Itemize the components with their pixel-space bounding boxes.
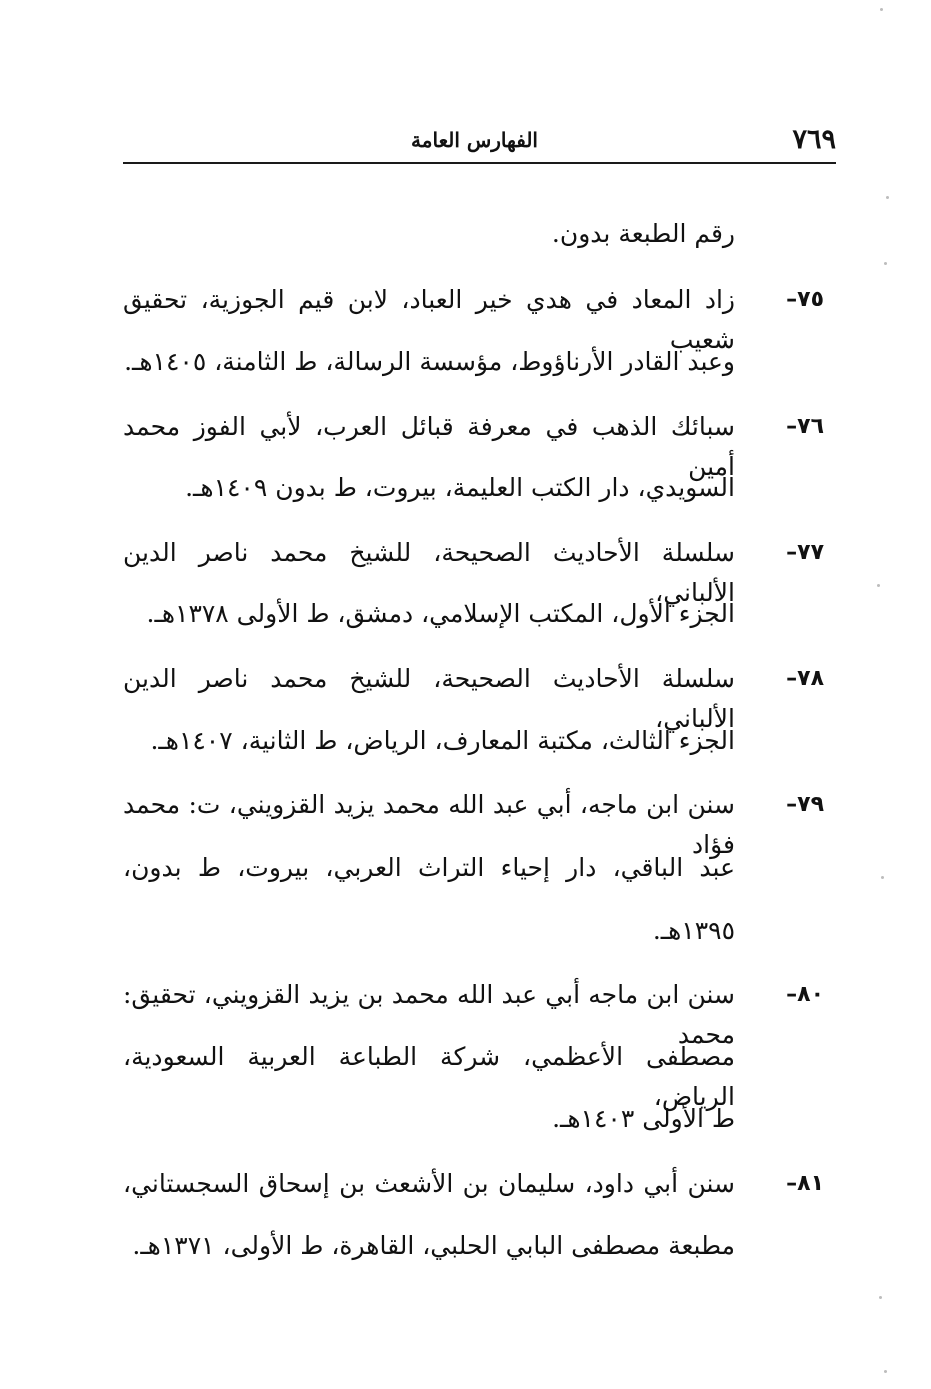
page-header (123, 118, 836, 164)
page-number: ٧٦٩ (792, 124, 836, 155)
entry-number: ٧٧– (786, 540, 824, 565)
entry-number: ٧٦– (786, 414, 824, 439)
entry-line: الجزء الثالث، مكتبة المعارف، الرياض، ط الثانية، ١٤٠٧هـ. (150, 726, 735, 755)
entry-line: سنن ابن ماجه، أبي عبد الله محمد يزيد القزويني، ت: محمد فؤاد (123, 790, 735, 859)
entry-line: السويدي، دار الكتب العليمة، بيروت، ط بدون ١٤٠٩هـ. (185, 473, 735, 502)
entry-line: وعبد القادر الأرناؤوط، مؤسسة الرسالة، ط الثامنة، ١٤٠٥هـ. (124, 347, 735, 376)
entry-line: مصطفى الأعظمي، شركة الطباعة العربية السعودية، الرياض، (123, 1042, 735, 1111)
entry-line: زاد المعاد في هدي خير العباد، لابن قيم الجوزية، تحقيق شعيب (123, 285, 735, 354)
scan-speck (884, 1370, 887, 1373)
entry-line: ط الأولى ١٤٠٣هـ. (552, 1104, 735, 1133)
entry-line: سنن ابن ماجه أبي عبد الله محمد بن يزيد القزويني، تحقيق: محمد (123, 980, 735, 1049)
entry-number: ٧٥– (786, 287, 824, 312)
entry-line: مطبعة مصطفى البابي الحلبي، القاهرة، ط الأولى، ١٣٧١هـ. (132, 1231, 735, 1260)
entry-line: سبائك الذهب في معرفة قبائل العرب، لأبي الفوز محمد أمين (123, 412, 735, 481)
entry-line: سلسلة الأحاديث الصحيحة، للشيخ محمد ناصر الدين الألباني، (123, 538, 735, 607)
scan-speck (880, 8, 883, 11)
running-title: الفهارس العامة (411, 128, 538, 152)
entry-line: سنن أبي داود، سليمان بن الأشعث بن إسحاق السجستاني، (123, 1169, 735, 1198)
entry-number: ٨١– (786, 1171, 824, 1196)
scan-speck (884, 262, 887, 265)
entry-line: ١٣٩٥هـ. (652, 916, 735, 945)
entry-line: عبد الباقي، دار إحياء التراث العربي، بيروت، ط بدون، (123, 853, 735, 882)
scan-speck (886, 196, 889, 199)
entry-number: ٨٠– (786, 982, 824, 1007)
entry-line: سلسلة الأحاديث الصحيحة، للشيخ محمد ناصر الدين الألباني، (123, 664, 735, 733)
continuation-line: رقم الطبعة بدون. (551, 219, 735, 248)
scan-speck (879, 1296, 882, 1299)
scan-speck (881, 876, 884, 879)
entry-number: ٧٩– (786, 792, 824, 817)
entry-line: الجزء الأول، المكتب الإسلامي، دمشق، ط الأولى ١٣٧٨هـ. (146, 599, 735, 628)
entry-number: ٧٨– (786, 666, 824, 691)
scan-speck (877, 584, 880, 587)
